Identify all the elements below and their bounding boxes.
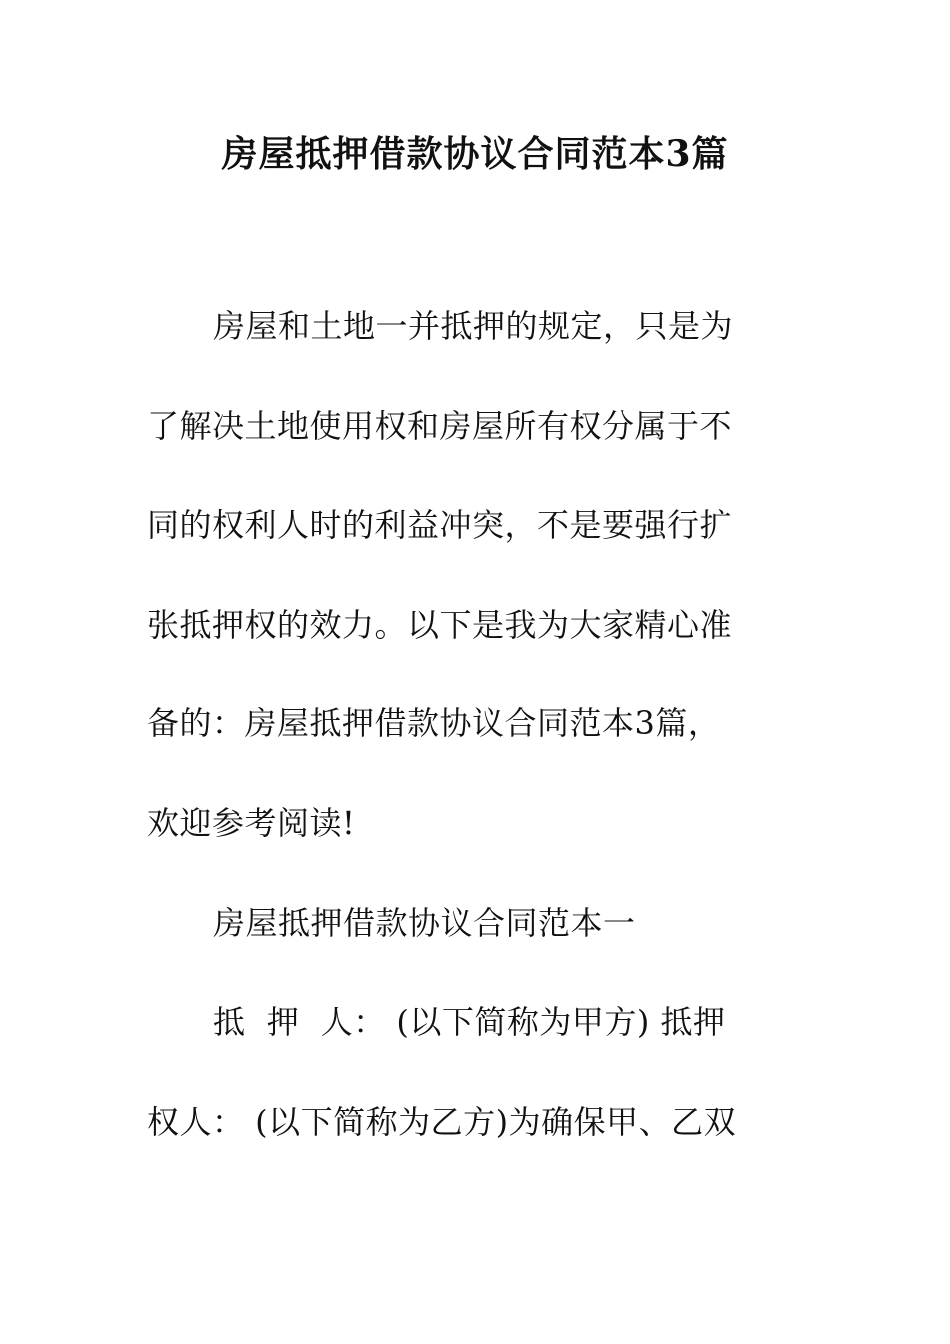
paragraph-line: 欢迎参考阅读! [147,804,356,842]
document-title: 房屋抵押借款协议合同范本3篇 [221,133,729,175]
paragraph-line: 权人： (以下简称为乙方)为确保甲、乙双 [147,1103,737,1141]
paragraph-line: 抵 押 人： (以下简称为甲方) 抵押 [213,1003,726,1041]
paragraph-line: 同的权利人时的利益冲突，不是要强行扩 [147,506,733,544]
paragraph-line: 备的：房屋抵押借款协议合同范本3篇， [147,704,721,742]
section-heading: 房屋抵押借款协议合同范本一 [213,904,636,942]
paragraph-line: 房屋和土地一并抵押的规定，只是为 [213,307,734,345]
paragraph-line: 了解决土地使用权和房屋所有权分属于不 [147,407,733,445]
paragraph-line: 张抵押权的效力。以下是我为大家精心准 [147,606,733,644]
